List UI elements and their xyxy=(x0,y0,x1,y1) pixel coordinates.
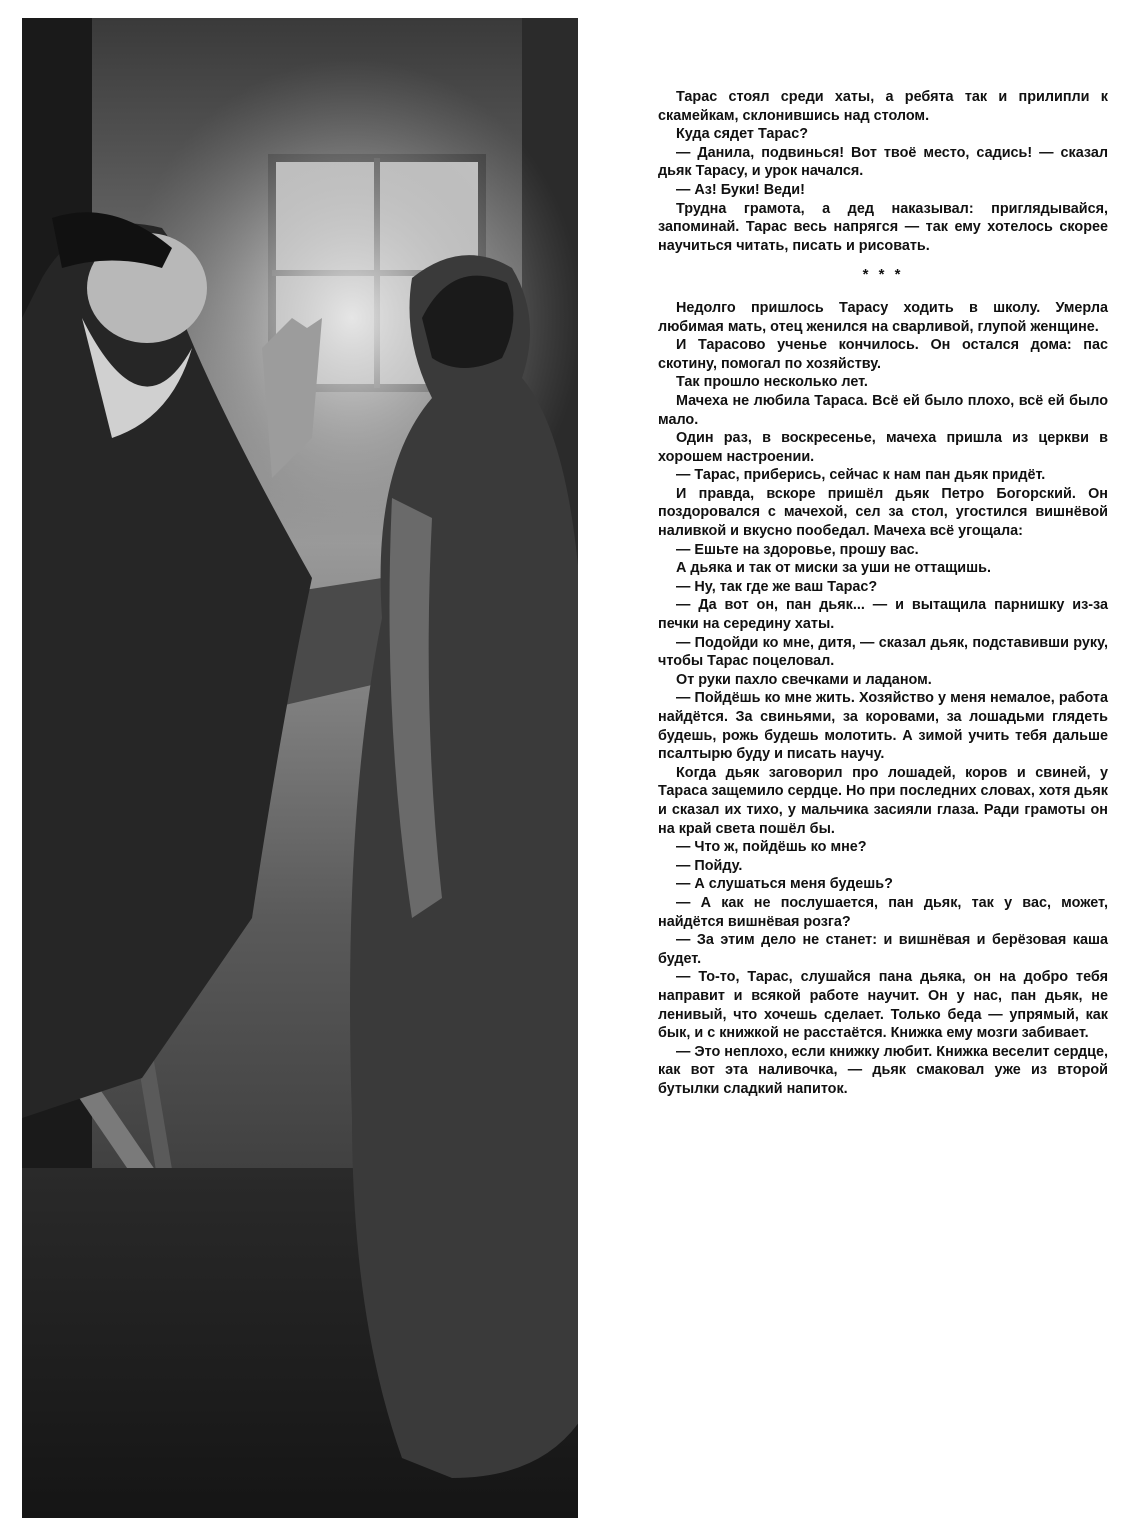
section-separator: * * * xyxy=(862,266,904,284)
paragraph: — Аз! Буки! Веди! xyxy=(676,181,805,198)
paragraph: — А слушаться меня будешь? xyxy=(676,876,893,893)
paragraph: — Пойду. xyxy=(676,857,743,874)
paragraph: — Ну, так где же ваш Тарас? xyxy=(676,578,878,595)
paragraph: Так прошло несколько лет. xyxy=(676,374,868,391)
paragraph: Трудна грамота, а дед наказывал: приглядывайся, запоминай. Тарас весь напрягся — так ему хотелось скорее научиться читать, писать и рисовать. xyxy=(658,200,1108,254)
paragraph: Один раз, в воскресенье, мачеха пришла из церкви в хорошем настроении. xyxy=(658,430,1108,465)
article-text xyxy=(658,88,1108,1098)
illustration xyxy=(22,18,578,1518)
paragraph: Тарас стоял среди хаты, а ребята так и прилипли к скамейкам, склонившись над столом. xyxy=(658,89,1108,124)
paragraph: И правда, вскоре пришёл дьяк Петро Богорский. Он поздоровался с мачехой, сел за стол, угостился вишнёвой наливкой и вкусно пообедал. Мачеха всё угощала: xyxy=(658,485,1108,540)
paragraph: Недолго пришлось Тарасу ходить в школу. Умерла любимая мать, отец женился на сварливой, глупой женщине. xyxy=(658,299,1108,335)
paragraph: А дьяка и так от миски за уши не оттащишь. xyxy=(676,560,991,577)
paragraph: — Что ж, пойдёшь ко мне? xyxy=(676,839,867,856)
paragraph: Мачеха не любила Тараса. Всё ей было плохо, всё ей было мало. xyxy=(658,392,1108,428)
paragraph: — А как не послушается, пан дьяк, так у вас, может, найдётся вишнёвая розга? xyxy=(658,894,1108,930)
paragraph: — Подойди ко мне, дитя, — сказал дьяк, подставивши руку, чтобы Тарас поцеловал. xyxy=(658,634,1108,670)
paragraph: От руки пахло свечками и ладаном. xyxy=(676,671,932,688)
paragraph: — Ешьте на здоровье, прошу вас. xyxy=(676,541,919,558)
paragraph: — За этим дело не станет: и вишнёвая и берёзовая каша будет. xyxy=(658,932,1108,967)
illustration-deacon-and-boy xyxy=(22,18,578,1518)
paragraph: — Тарас, приберись, сейчас к нам пан дьяк придёт. xyxy=(676,467,1046,484)
paragraph: Куда сядет Тарас? xyxy=(676,126,808,143)
paragraph: И Тарасово ученье кончилось. Он остался дома: пас скотину, помогал по хозяйству. xyxy=(658,337,1108,372)
paragraph: Когда дьяк заговорил про лошадей, коров и свиней, у Тараса защемило сердце. Но при последних словах, хотя дьяк и сказал их тихо, у мальчика засияли глаза. Ради грамоты он на край света пошёл бы. xyxy=(658,764,1108,837)
paragraph: — Это неплохо, если книжку любит. Книжка веселит сердце, как вот эта наливочка, — дьяк смаковал уже из второй бутылки сладкий напиток. xyxy=(658,1043,1108,1097)
paragraph: — То-то, Тарас, слушайся пана дьяка, он на добро тебя направит и всякой работе научит. Он у нас, пан дьяк, не ленивый, что хочешь сделает. Только беда — упрямый, как бык, и с книжкой не расстаётся. Книжка ему мозги забивает. xyxy=(658,969,1108,1042)
paragraph: — Да вот он, пан дьяк... — и вытащила парнишку из-за печки на середину хаты. xyxy=(658,597,1108,633)
paragraph: — Данила, подвинься! Вот твоё место, садись! — сказал дьяк Тарасу, и урок начался. xyxy=(658,144,1108,180)
paragraph: — Пойдёшь ко мне жить. Хозяйство у меня немалое, работа найдётся. За свиньями, за коровами, за лошадьми глядеть будешь, рожь будешь молотить. А зимой учить тебя дальше псалтырю буду и писать научу. xyxy=(658,690,1108,763)
